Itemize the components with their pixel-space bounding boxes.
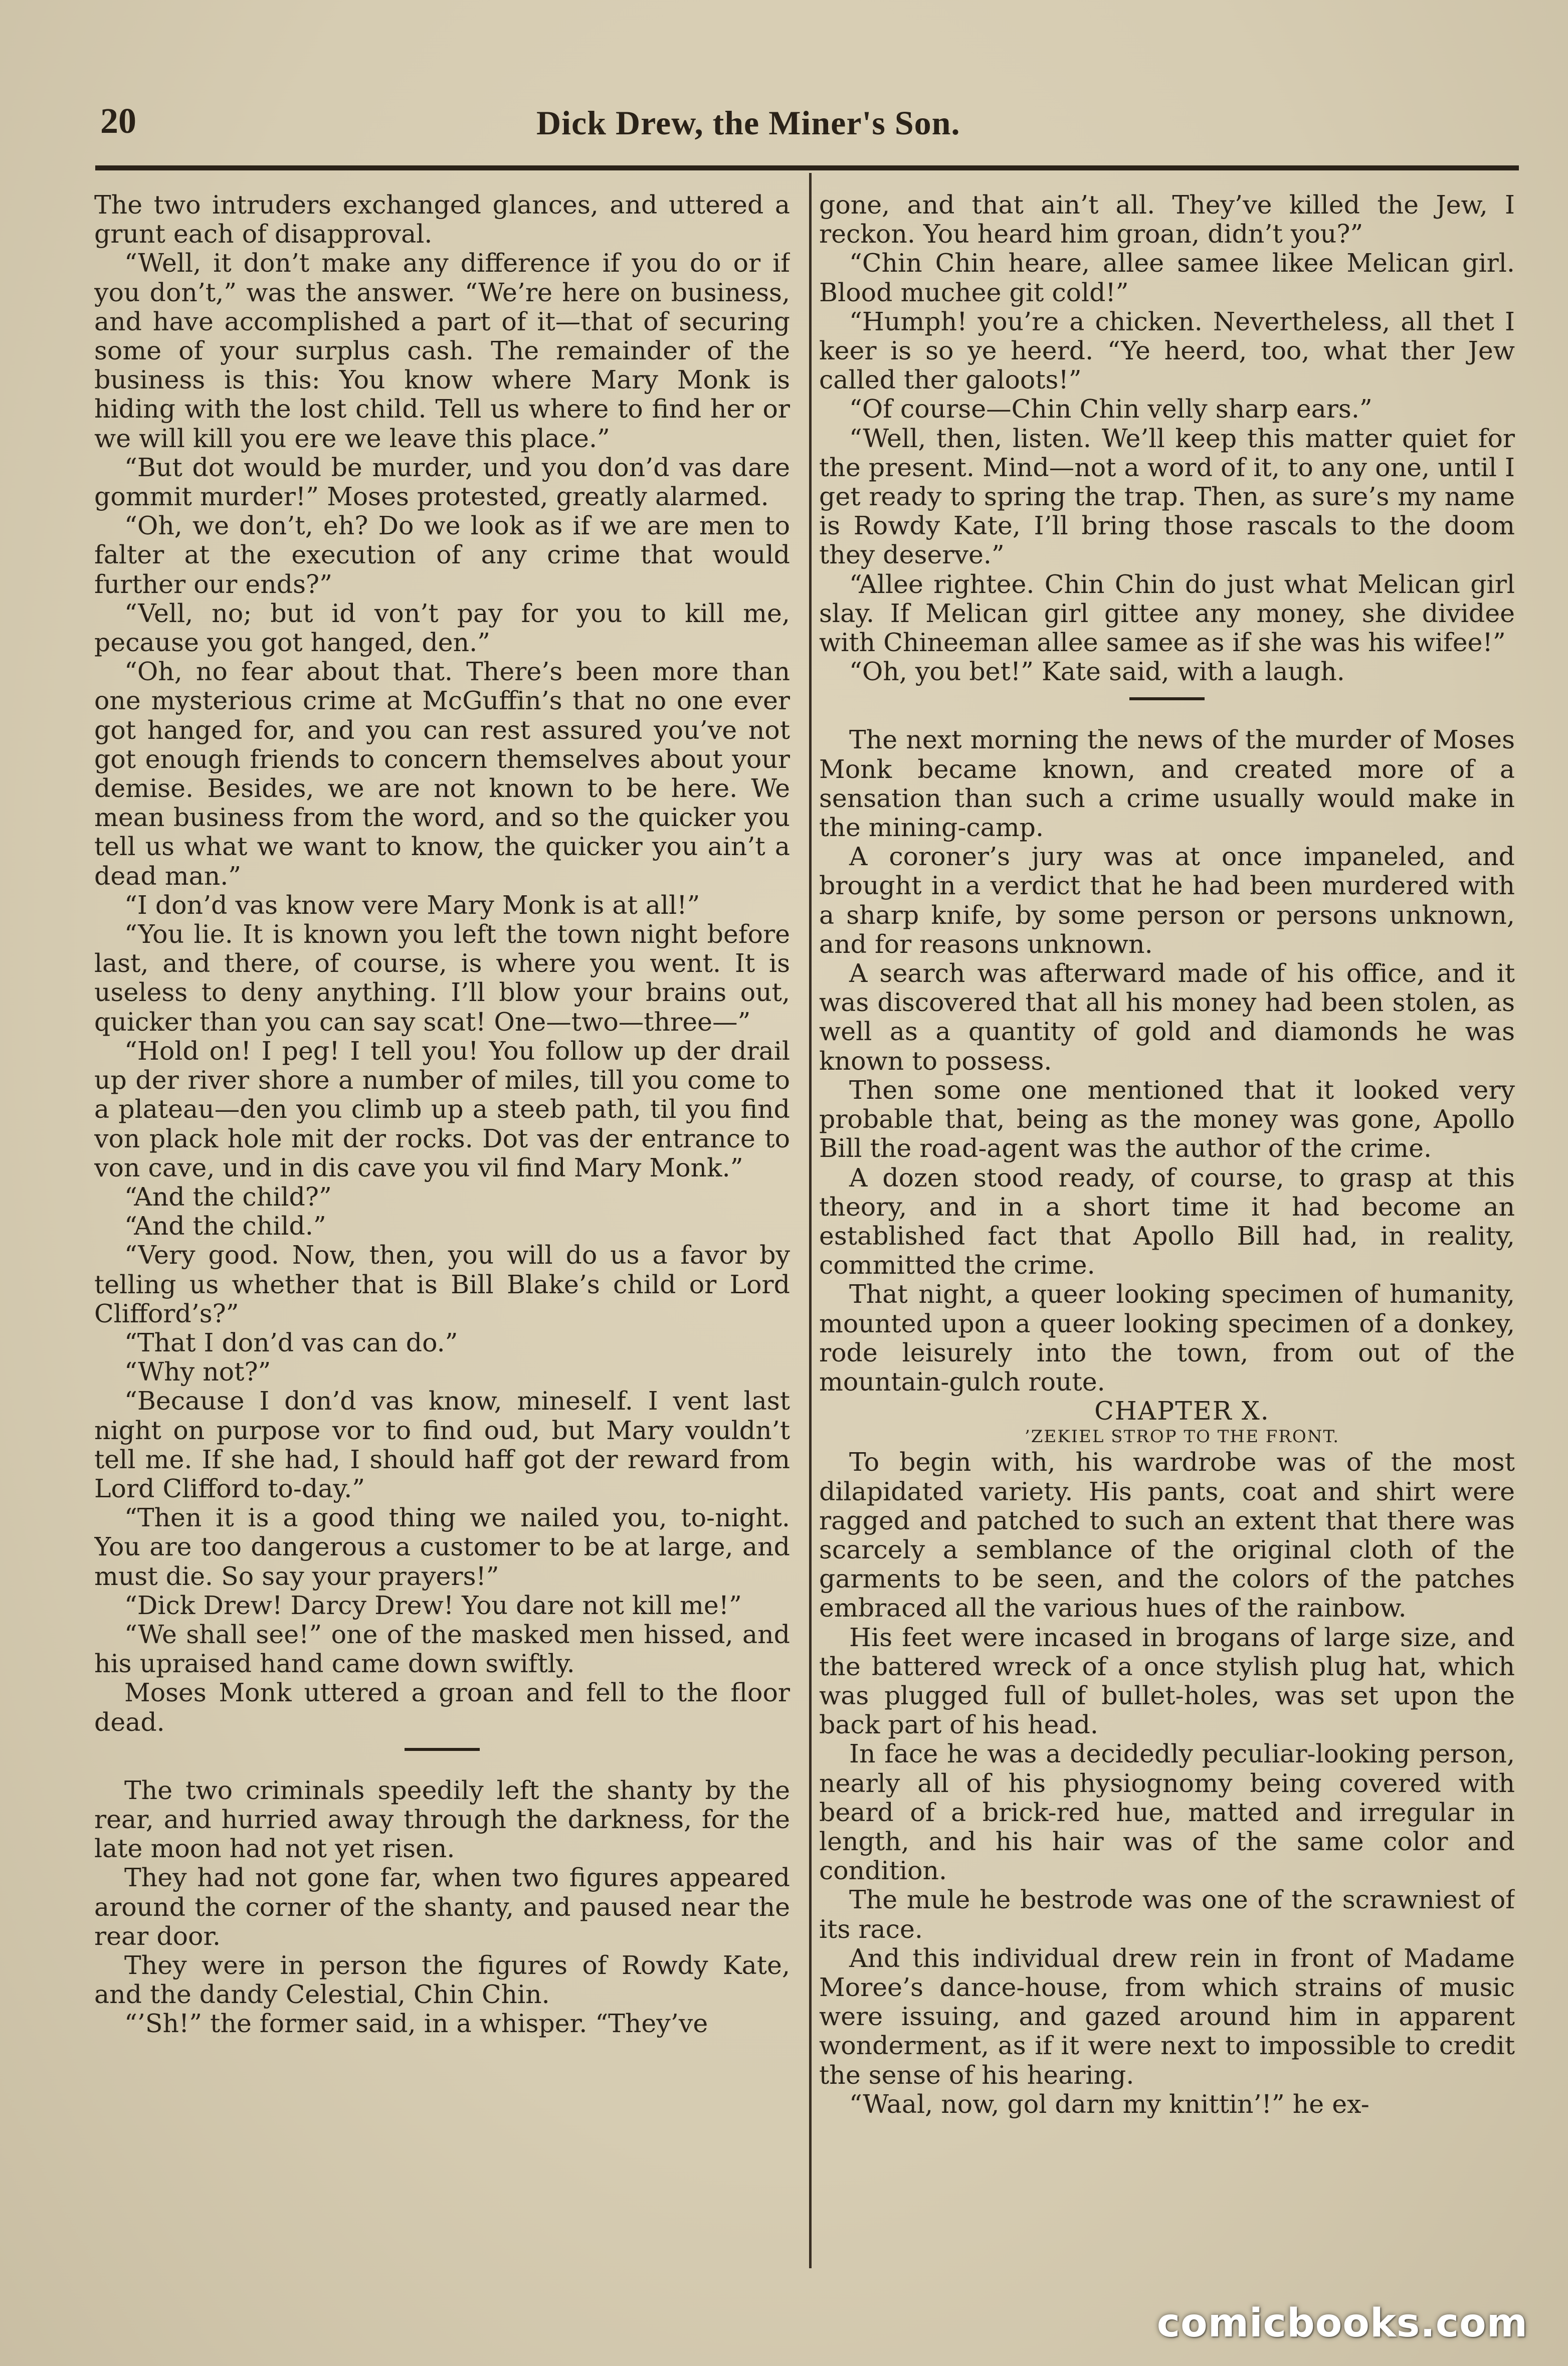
paragraph: His feet were incased in brogans of large size, and the battered wreck of a once stylish plug hat, which was plugged full of bullet-holes, was set upon the back part of his head.: [819, 1622, 1515, 1740]
paragraph: “Of course—Chin Chin velly sharp ears.”: [849, 394, 1373, 424]
chapter-heading: CHAPTER X.: [1094, 1396, 1270, 1426]
paragraph: That night, a queer looking specimen of humanity, mounted upon a queer looking specimen of a donkey, rode leisurely into the town, from out of the mountain-gulch route.: [819, 1279, 1515, 1397]
paragraph: In face he was a decidedly peculiar-looking person, nearly all of his physiognomy being covered with beard of a brick-red hue, matted and irregular in length, and his hair was of the same color and condition.: [819, 1739, 1515, 1886]
paragraph: “Dick Drew! Darcy Drew! You dare not kill me!”: [124, 1590, 742, 1620]
paragraph: The next morning the news of the murder of Moses Monk became known, and created more of a sensation than such a crime usually would make in the mining-camp.: [819, 725, 1515, 843]
column-divider: [809, 173, 812, 2268]
paragraph: “Waal, now, gol darn my knittin’!” he ex-: [849, 2089, 1369, 2119]
chapter-subtitle: ’ZEKIEL STROP TO THE FRONT.: [1024, 1427, 1340, 1447]
paragraph: “Well, then, listen. We’ll keep this matter quiet for the present. Mind—not a word of it, to any one, until I get ready to spring the trap. Then, as sure’s my name is Rowdy Kate, I’ll bring those rascals to the doom they deserve.”: [819, 423, 1515, 570]
running-title: Dick Drew, the Miner's Son.: [536, 104, 960, 142]
right-column: [819, 190, 1515, 2276]
paragraph: The two criminals speedily left the shanty by the rear, and hurried away through the darkness, for the late moon had not yet risen.: [94, 1775, 790, 1864]
section-separator: [1129, 697, 1205, 700]
paragraph: A search was afterward made of his office, and it was discovered that all his money had been stolen, as well as a quantity of gold and diamonds he was known to possess.: [819, 958, 1515, 1076]
paragraph: And this individual drew rein in front of Madame Moree’s dance-house, from which strains of music were issuing, and gazed around him in apparent wonderment, as if it were next to impossible to credit the sense of his hearing.: [819, 1943, 1515, 2090]
paragraph: The mule he bestrode was one of the scrawniest of its race.: [819, 1885, 1515, 1944]
paragraph: They were in person the figures of Rowdy Kate, and the dandy Celestial, Chin Chin.: [94, 1950, 790, 2010]
paragraph: They had not gone far, when two figures appeared around the corner of the shanty, and paused near the rear door.: [94, 1863, 790, 1951]
paragraph: “Hold on! I peg! I tell you! You follow up der drail up der river shore a number of miles, till you come to a plateau—den you climb up a steeb path, til you find von plack hole mit der rocks. Dot vas der entrance to von cave, und in dis cave you vil find Mary Monk.”: [94, 1036, 790, 1182]
paragraph: A coroner’s jury was at once impaneled, and brought in a verdict that he had been murdered with a sharp knife, by some person or persons unknown, and for reasons unknown.: [819, 842, 1515, 959]
paragraph: “And the child.”: [124, 1211, 326, 1241]
paragraph: The two intruders exchanged glances, and uttered a grunt each of disapproval.: [94, 190, 790, 249]
paragraph: “Because I don’d vas know, mineself. I vent last night on purpose vor to find oud, but Mary vouldn’t tell me. If she had, I should haff got der reward from Lord Clifford to-day.”: [94, 1386, 790, 1503]
paragraph: “Humph! you’re a chicken. Nevertheless, all thet I keer is so ye heerd. “Ye heerd, too, what ther Jew called ther galoots!”: [819, 306, 1515, 395]
paragraph: “Chin Chin heare, allee samee likee Melican girl. Blood muchee git cold!”: [819, 248, 1515, 307]
paragraph: “Then it is a good thing we nailed you, to-night. You are too dangerous a customer to be at large, and must die. So say your prayers!”: [94, 1503, 790, 1591]
paragraph: “Oh, no fear about that. There’s been more than one mysterious crime at McGuffin’s that no one ever got hanged for, and you can rest assured you’ve not got enough friends to concern themselves about your demise. Besides, we are not known to be here. We mean business from the word, and so the quicker you tell us what we want to know, the quicker you ain’t a dead man.”: [94, 657, 790, 891]
paragraph: “’Sh!” the former said, in a whisper. “They’ve: [124, 2009, 708, 2039]
header-rule: [95, 165, 1519, 170]
paragraph: “But dot would be murder, und you don’d vas dare gommit murder!” Moses protested, greatly alarmed.: [94, 452, 790, 512]
paragraph: “Oh, you bet!” Kate said, with a laugh.: [849, 657, 1345, 687]
paragraph: “Why not?”: [124, 1357, 271, 1387]
section-separator: [405, 1748, 480, 1751]
paragraph: “I don’d vas know vere Mary Monk is at all!”: [124, 890, 700, 920]
paragraph: Then some one mentioned that it looked very probable that, being as the money was gone, Apollo Bill the road-agent was the author of the crime.: [819, 1075, 1515, 1163]
watermark: comicbooks.com: [1156, 2301, 1528, 2346]
paragraph: “And the child?”: [124, 1181, 332, 1212]
paragraph: A dozen stood ready, of course, to grasp at this theory, and in a short time it had become an established fact that Apollo Bill had, in reality, committed the crime.: [819, 1162, 1515, 1280]
page-number: 20: [100, 101, 136, 141]
paragraph: “Oh, we don’t, eh? Do we look as if we are men to falter at the execution of any crime that would further our ends?”: [94, 511, 790, 599]
paragraph: “Allee rightee. Chin Chin do just what Melican girl slay. If Melican girl gittee any money, she dividee with Chineeman allee samee as if she was his wifee!”: [819, 569, 1515, 658]
left-column: [94, 190, 790, 2276]
paragraph: “That I don’d vas can do.”: [124, 1327, 458, 1357]
paragraph: “You lie. It is known you left the town night before last, and there, of course, is where you went. It is useless to deny anything. I’ll blow your brains out, quicker than you can say scat! One—two—three—”: [94, 919, 790, 1037]
paragraph: “Vell, no; but id von’t pay for you to kill me, pecause you got hanged, den.”: [94, 598, 790, 658]
paragraph: “Well, it don’t make any difference if you do or if you don’t,” was the answer. “We’re here on business, and have accomplished a part of it—that of securing some of your surplus cash. The remainder of the business is this: You know where Mary Monk is hiding with the lost child. Tell us where to find her or we will kill you ere we leave this place.”: [94, 248, 790, 453]
paragraph: “Very good. Now, then, you will do us a favor by telling us whether that is Bill Blake’s child or Lord Clifford’s?”: [94, 1240, 790, 1328]
paragraph: Moses Monk uttered a groan and fell to the floor dead.: [94, 1678, 790, 1737]
page-header: [100, 100, 1519, 155]
paragraph: “We shall see!” one of the masked men hissed, and his upraised hand came down swiftly.: [94, 1619, 790, 1679]
paragraph: gone, and that ain’t all. They’ve killed the Jew, I reckon. You heard him groan, didn’t you?”: [819, 190, 1515, 249]
paragraph: To begin with, his wardrobe was of the most dilapidated variety. His pants, coat and shirt were ragged and patched to such an extent that there was scarcely a semblance of the original cloth of the garments to be seen, and the colors of the patches embraced all the various hues of the rainbow.: [819, 1447, 1515, 1623]
